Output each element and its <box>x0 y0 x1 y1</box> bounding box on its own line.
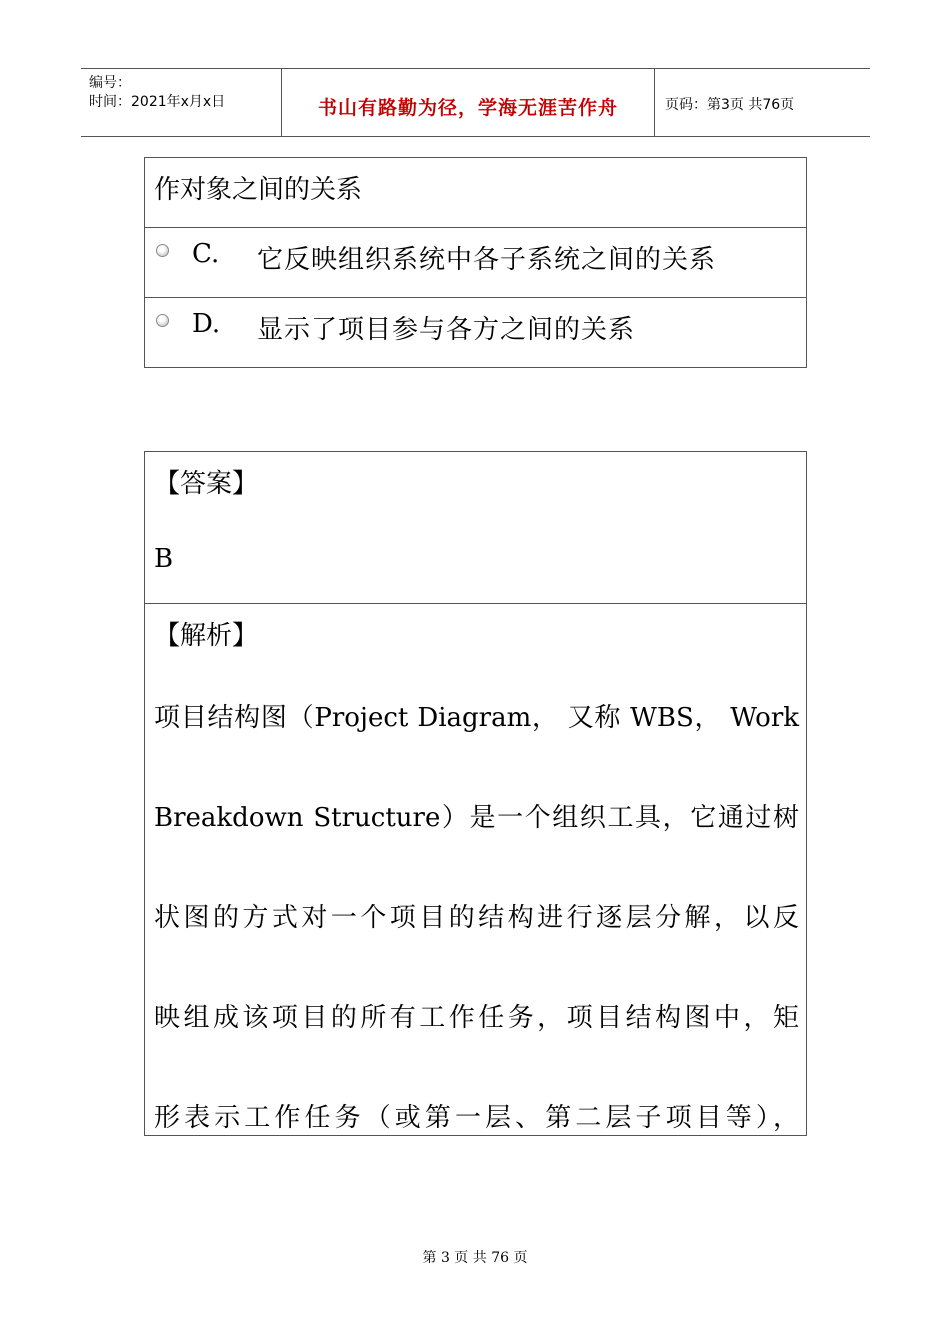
question-continuation-row <box>145 158 806 227</box>
question-table <box>144 157 807 368</box>
page-header <box>81 68 870 137</box>
analysis-line: 形表示工作任务（或第一层、第二层子项目等）， <box>154 1103 799 1133</box>
analysis-heading: 【解析】 <box>154 621 259 651</box>
analysis-line: 映组成该项目的所有工作任务，项目结构图中，矩 <box>154 1003 799 1033</box>
analysis-line: Breakdown Structure）是一个组织工具，它通过树 <box>154 803 799 833</box>
header-meta-cell <box>81 69 282 136</box>
answer-heading: 【答案】 <box>154 469 259 499</box>
option-d-letter: D. <box>192 309 221 339</box>
option-d-row[interactable] <box>145 297 806 367</box>
option-c-letter: C. <box>192 239 220 269</box>
page-footer: 第 3 页 共 76 页 <box>422 1250 528 1266</box>
answer-value: B <box>154 544 174 574</box>
answer-row <box>145 452 806 603</box>
header-motto-cell <box>282 69 655 136</box>
option-c-radio[interactable] <box>156 244 169 257</box>
header-pager: 页码：第3页 共76页 <box>665 97 795 113</box>
option-c-text: 它反映组织系统中各子系统之间的关系 <box>257 245 717 275</box>
motto: 书山有路勤为径，学海无涯苦作舟 <box>317 97 618 119</box>
option-d-text: 显示了项目参与各方之间的关系 <box>257 315 636 345</box>
date-line: 时间：2021年x月x日 <box>89 94 226 110</box>
analysis-row <box>145 603 806 1134</box>
header-pager-cell <box>655 69 870 136</box>
option-c-row[interactable] <box>145 227 806 297</box>
option-d-radio[interactable] <box>156 314 169 327</box>
analysis-line: 状图的方式对一个项目的结构进行逐层分解，以反 <box>154 903 799 933</box>
analysis-line: 项目结构图（Project Diagram， 又称 WBS， Work <box>154 703 799 733</box>
serial-label: 编号： <box>89 75 131 91</box>
answer-table <box>144 451 807 1136</box>
question-continuation: 作对象之间的关系 <box>154 175 363 205</box>
